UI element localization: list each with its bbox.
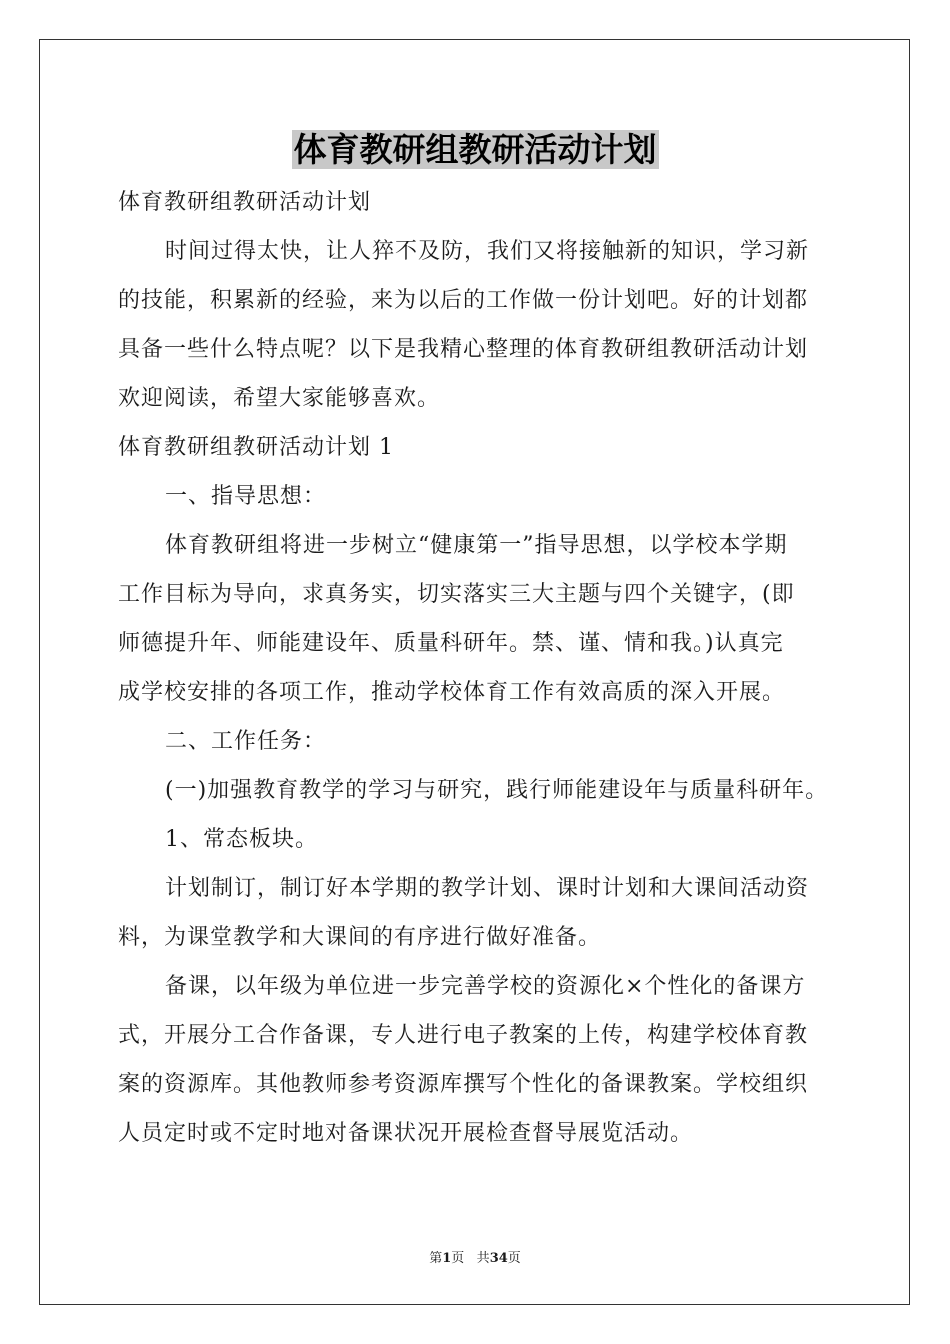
text-line: 计划制订，制订好本学期的教学计划、课时计划和大课间活动资 bbox=[165, 876, 810, 901]
text-line: 人员定时或不定时地对备课状况开展检查督导展览活动。 bbox=[118, 1121, 694, 1146]
text-line: 1、常态板块。 bbox=[165, 827, 318, 852]
text-line: 成学校安排的各项工作，推动学校体育工作有效高质的深入开展。 bbox=[118, 680, 786, 705]
document-body bbox=[118, 178, 838, 1158]
text-line: 时间过得太快，让人猝不及防，我们又将接触新的知识，学习新 bbox=[165, 239, 810, 264]
text-line: 具备一些什么特点呢？以下是我精心整理的体育教研组教研活动计划 bbox=[118, 337, 809, 362]
text-line: 体育教研组将进一步树立“健康第一”指导思想，以学校本学期 bbox=[165, 533, 788, 558]
text-line: 体育教研组教研活动计划 bbox=[118, 190, 372, 215]
text-line: 备课，以年级为单位进一步完善学校的资源化×个性化的备课方 bbox=[165, 974, 806, 999]
total-label-suffix: 页 bbox=[507, 1251, 521, 1266]
text-line: 一、指导思想： bbox=[165, 484, 327, 509]
document-title-wrapper bbox=[0, 128, 950, 172]
document-title: 体育教研组教研活动计划 bbox=[293, 130, 657, 169]
text-line: 案的资源库。其他教师参考资源库撰写个性化的备课教案。学校组织 bbox=[118, 1072, 809, 1097]
text-line: 欢迎阅读，希望大家能够喜欢。 bbox=[118, 386, 441, 411]
text-line: 料，为课堂教学和大课间的有序进行做好准备。 bbox=[118, 925, 602, 950]
text-line: (一)加强教育教学的学习与研究，践行师能建设年与质量科研年。 bbox=[165, 778, 829, 803]
page-label-prefix: 第 bbox=[429, 1251, 443, 1266]
text-line: 师德提升年、师能建设年、质量科研年。禁、谨、情和我。)认真完 bbox=[118, 631, 784, 656]
text-line: 工作目标为导向，求真务实，切实落实三大主题与四个关键字，(即 bbox=[118, 582, 795, 607]
current-page-number: 1 bbox=[442, 1251, 452, 1266]
page-label-suffix: 页 bbox=[451, 1251, 465, 1266]
total-page-count: 34 bbox=[489, 1251, 508, 1266]
text-line: 式，开展分工合作备课，专人进行电子教案的上传，构建学校体育教 bbox=[118, 1023, 809, 1048]
text-line: 二、工作任务： bbox=[165, 729, 327, 754]
text-line: 的技能，积累新的经验，来为以后的工作做一份计划吧。好的计划都 bbox=[118, 288, 809, 313]
text-line: 体育教研组教研活动计划 1 bbox=[118, 435, 394, 460]
total-label-prefix: 共 bbox=[476, 1251, 490, 1266]
page-footer bbox=[0, 1247, 950, 1266]
